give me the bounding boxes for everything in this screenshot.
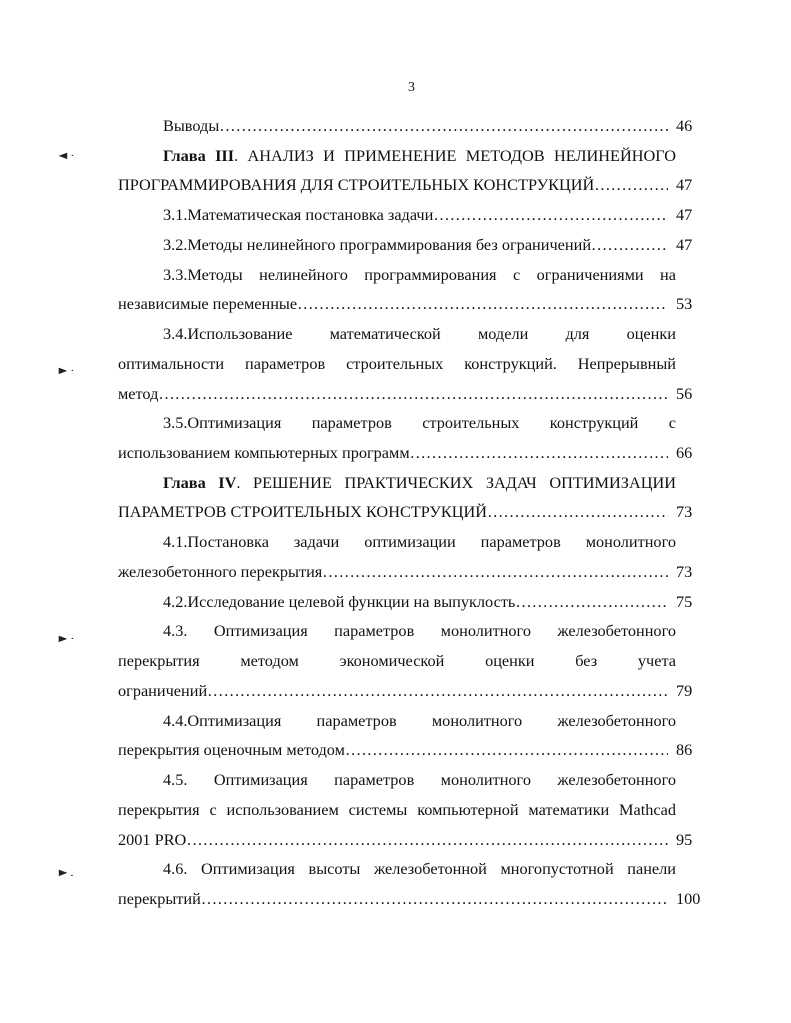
toc-page-number: 95 bbox=[676, 829, 693, 849]
toc-line-text: ограничений bbox=[118, 680, 208, 700]
toc-line-text: перекрытий bbox=[118, 888, 201, 908]
toc-page-number: 56 bbox=[676, 383, 693, 403]
toc-line bbox=[118, 173, 708, 197]
dot-leader bbox=[186, 828, 668, 852]
dot-leader bbox=[487, 500, 668, 524]
toc-line-text bbox=[118, 144, 676, 168]
toc-line-text: 3.2.Методы нелинейного программирования без ограничений bbox=[163, 234, 592, 254]
toc-line-text: ПАРАМЕТРОВ СТРОИТЕЛЬНЫХ КОНСТРУКЦИЙ bbox=[118, 502, 488, 522]
toc-page-number: 46 bbox=[676, 116, 693, 135]
toc-page-number: 86 bbox=[676, 740, 693, 760]
toc-page-number: 47 bbox=[676, 205, 693, 225]
page-number: 3 bbox=[408, 80, 415, 95]
dot-leader bbox=[515, 590, 668, 614]
chapter-title: . РЕШЕНИЕ ПРАКТИЧЕСКИХ ЗАДАЧ ОПТИМИЗАЦИИ bbox=[236, 472, 676, 492]
toc-line bbox=[118, 798, 708, 822]
toc-page-number: 47 bbox=[676, 234, 693, 254]
toc-line-text: метод bbox=[118, 383, 159, 403]
toc-page-number: 75 bbox=[676, 591, 693, 611]
dot-leader bbox=[410, 441, 668, 465]
toc-line bbox=[118, 441, 708, 465]
toc-line-text: 3.4.Использование математической модели для оценки bbox=[163, 324, 676, 344]
chapter-label: Глава IV bbox=[163, 472, 237, 492]
toc-page-number: 47 bbox=[676, 175, 693, 195]
toc-line-text: 4.2.Исследование целевой функции на выпуклость bbox=[163, 591, 516, 611]
dot-leader bbox=[345, 738, 668, 762]
toc-line-text: 4.6. Оптимизация высоты железобетонной многопустотной панели bbox=[163, 859, 676, 879]
toc-line bbox=[118, 144, 708, 168]
toc-line bbox=[118, 382, 708, 406]
margin-arrow-icon: ►· bbox=[55, 633, 75, 645]
toc-line-text: 3.5.Оптимизация параметров строительных конструкций с bbox=[163, 413, 676, 433]
margin-arrow-icon: ►· bbox=[55, 365, 75, 377]
toc-line bbox=[118, 352, 708, 376]
toc-line-text: использованием компьютерных программ bbox=[118, 443, 410, 463]
toc-line bbox=[118, 857, 708, 881]
dot-leader bbox=[158, 382, 668, 406]
dot-leader bbox=[433, 203, 668, 227]
margin-arrow-icon: ►. bbox=[55, 867, 74, 879]
toc-line bbox=[118, 768, 708, 792]
toc-line bbox=[118, 471, 708, 495]
toc-line bbox=[118, 709, 708, 733]
chapter-label: Глава III bbox=[163, 145, 235, 165]
toc-line-text: перекрытия с использованием системы компьютерной математики Mathcad bbox=[118, 799, 676, 819]
toc-line-text: независимые переменные bbox=[118, 294, 298, 314]
dot-leader bbox=[322, 560, 668, 584]
toc-line-text: перекрытия оценочным методом bbox=[118, 740, 345, 760]
toc-line bbox=[118, 322, 708, 346]
toc-line-text: железобетонного перекрытия bbox=[118, 561, 323, 581]
dot-leader bbox=[594, 173, 668, 197]
toc-line-text: 4.1.Постановка задачи оптимизации параметров монолитного bbox=[163, 532, 676, 552]
toc-line bbox=[118, 114, 708, 138]
toc-line bbox=[118, 500, 708, 524]
toc-line bbox=[118, 887, 708, 911]
chapter-title: . АНАЛИЗ И ПРИМЕНЕНИЕ МЕТОДОВ НЕЛИНЕЙНОГО bbox=[234, 145, 676, 165]
toc-line bbox=[118, 679, 708, 703]
toc-line bbox=[118, 828, 708, 852]
toc-line-text: 4.4.Оптимизация параметров монолитного железобетонного bbox=[163, 710, 676, 730]
toc-line bbox=[118, 619, 708, 643]
toc-page-number: 79 bbox=[676, 680, 693, 700]
toc-page-number: 73 bbox=[676, 502, 693, 522]
toc-line bbox=[118, 560, 708, 584]
toc-line bbox=[118, 738, 708, 762]
dot-leader bbox=[219, 114, 668, 138]
toc-line-text: 4.3. Оптимизация параметров монолитного железобетонного bbox=[163, 621, 676, 641]
toc-line-text bbox=[118, 471, 676, 495]
toc-page-number: 100 bbox=[676, 888, 701, 908]
toc-page-number: 66 bbox=[676, 443, 693, 463]
toc-line-text: оптимальности параметров строительных конструкций. Непрерывный bbox=[118, 353, 676, 373]
toc-line-text: 2001 PRO bbox=[118, 829, 187, 849]
dot-leader bbox=[297, 292, 668, 316]
dot-leader bbox=[591, 233, 668, 257]
toc-line bbox=[118, 292, 708, 316]
toc-line-text: 4.5. Оптимизация параметров монолитного железобетонного bbox=[163, 770, 676, 790]
toc-line bbox=[118, 233, 708, 257]
toc-line bbox=[118, 411, 708, 435]
dot-leader bbox=[201, 887, 668, 911]
toc-line bbox=[118, 203, 708, 227]
dot-leader bbox=[207, 679, 668, 703]
margin-arrow-icon: ◄· bbox=[55, 150, 75, 162]
toc-line bbox=[118, 530, 708, 554]
toc-line bbox=[118, 263, 708, 287]
toc-page-number: 53 bbox=[676, 294, 693, 314]
toc-line-text: ПРОГРАММИРОВАНИЯ ДЛЯ СТРОИТЕЛЬНЫХ КОНСТРУКЦИЙ bbox=[118, 175, 595, 195]
toc-page-number: 73 bbox=[676, 561, 693, 581]
toc-line bbox=[118, 590, 708, 614]
toc-line-text: перекрытия методом экономической оценки без учета bbox=[118, 651, 676, 671]
toc-line-text: Выводы bbox=[163, 116, 220, 135]
toc-line bbox=[118, 649, 708, 673]
toc-line-text: 3.1.Математическая постановка задачи bbox=[163, 205, 434, 225]
toc-line-text: 3.3.Методы нелинейного программирования с ограничениями на bbox=[163, 264, 676, 284]
